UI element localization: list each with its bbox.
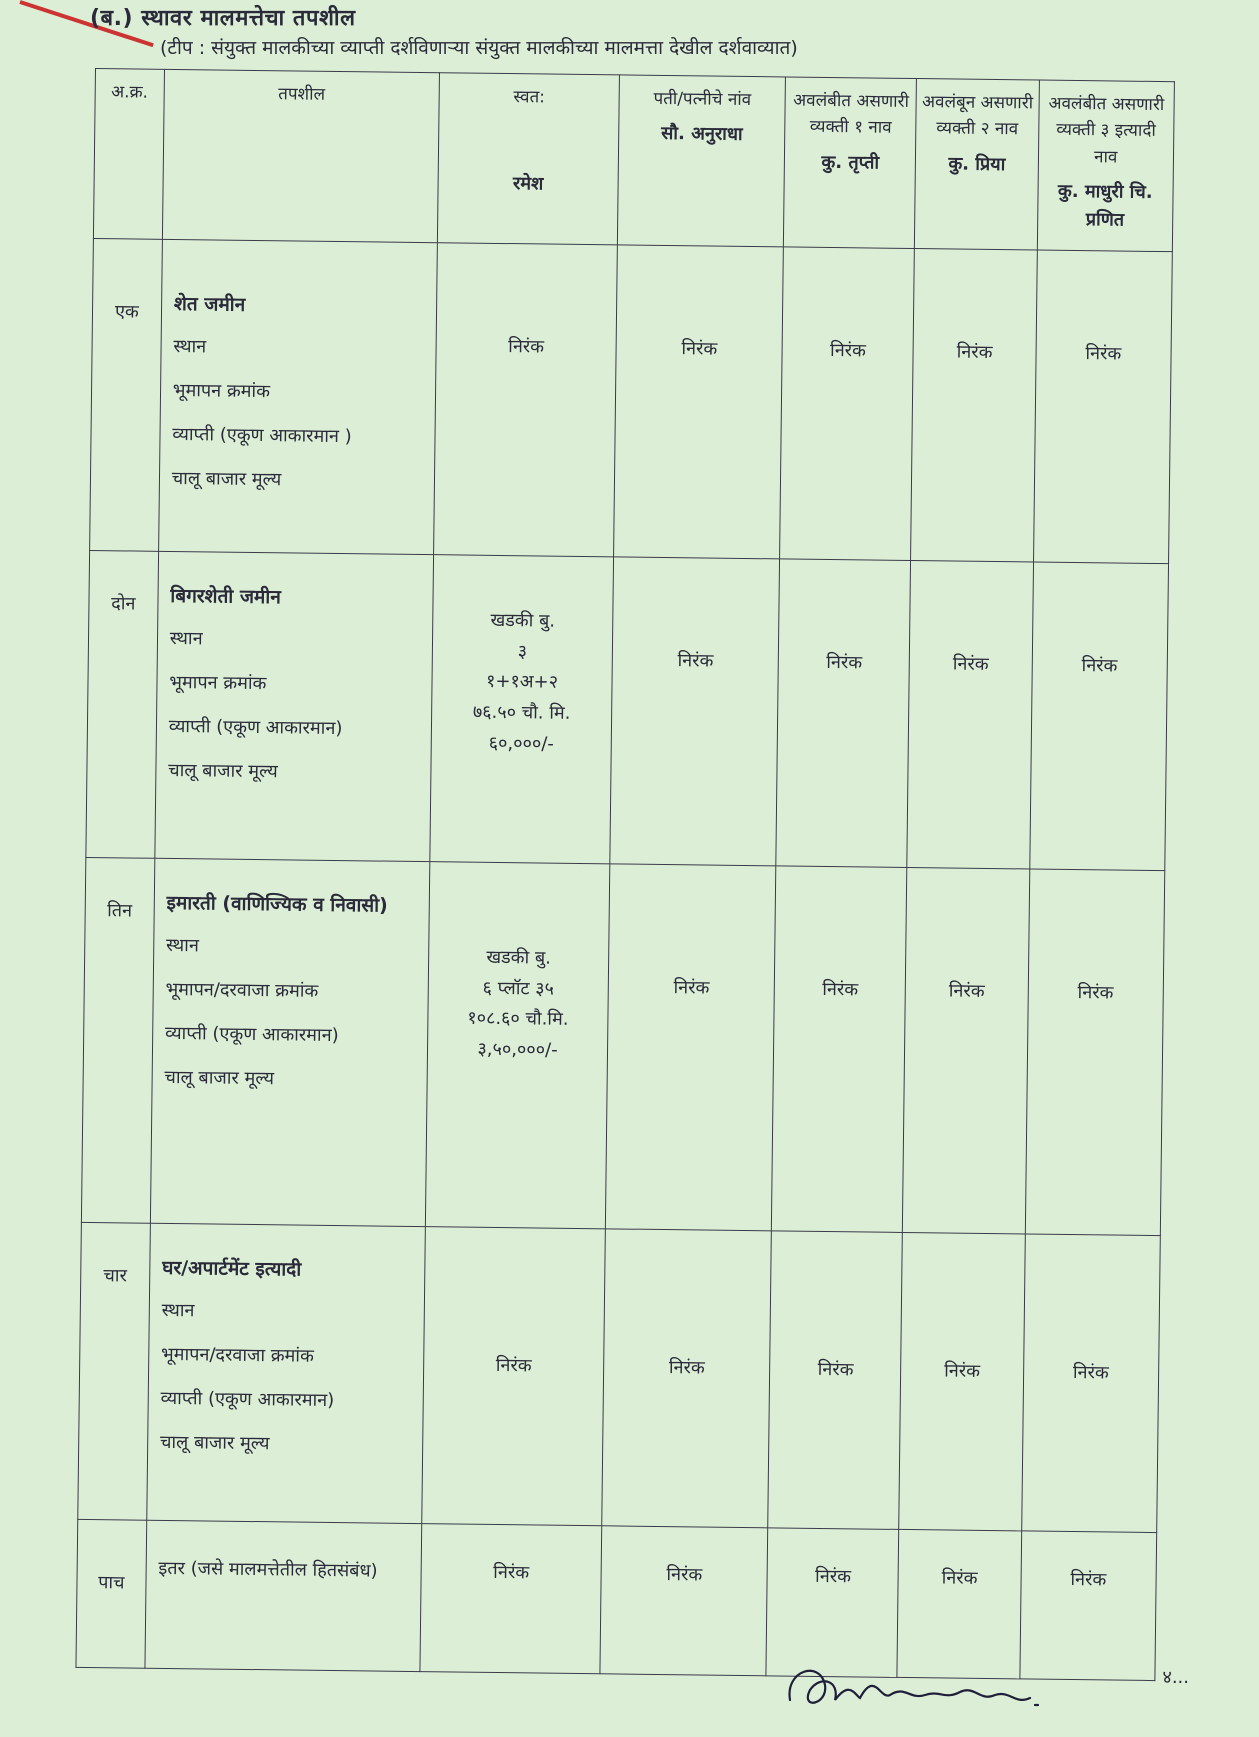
sub-label: व्याप्ती (एकूण आकारमान ) (172, 423, 352, 448)
row-description (155, 552, 434, 862)
header-details: तपशील (162, 69, 439, 242)
sub-label: स्थान (165, 935, 200, 957)
sub-label: भूमापन/दरवाजा क्रमांक (165, 979, 319, 1003)
sub-label: व्याप्ती (एकूण आकारमान) (164, 1023, 339, 1047)
dependent-3-value: निरंक (1025, 869, 1165, 1236)
header-self: स्वत: रमेश (438, 73, 620, 245)
spouse-value: निरंक (605, 864, 776, 1231)
sub-label: इतर (जसे मालमत्तेतील हितसंबंध) (158, 1557, 378, 1582)
sub-label: चालू बाजार मूल्य (168, 760, 278, 783)
table-row (90, 238, 1173, 563)
dependent-1-value: निरंक (772, 866, 907, 1233)
header-serial: अ.क्र. (93, 69, 164, 240)
row-serial: तिन (81, 858, 154, 1224)
spouse-value: निरंक (602, 1229, 772, 1527)
sub-label: भूमापन क्रमांक (172, 379, 271, 403)
dependent-3-value: निरंक (1019, 1531, 1156, 1681)
sub-label: स्थान (173, 335, 207, 358)
sub-label: स्थान (169, 628, 203, 650)
spouse-value: निरंक (600, 1526, 768, 1676)
header-spouse: पती/पत्नीचे नांव सौ. अनुराधा (617, 75, 786, 247)
row-description (147, 1224, 426, 1524)
row-serial: चार (78, 1223, 150, 1520)
sub-label: भूमापन/दरवाजा क्रमांक (160, 1344, 314, 1368)
dependent-3-value: निरंक (1021, 1234, 1160, 1532)
dependent-3-value: निरंक (1033, 250, 1172, 564)
section-note: (टीप : संयुक्त मालकीच्या व्याप्ती दर्शविणाऱ्या संयुक्त मालकीच्या मालमत्ता देखील दर्शवाव्यात) (160, 37, 798, 59)
dependent-1-value: निरंक (768, 1231, 903, 1529)
sub-label: चालू बाजार मूल्य (164, 1067, 275, 1090)
row-description (158, 239, 437, 555)
row-serial: दोन (86, 551, 159, 859)
sub-label: स्थान (161, 1300, 195, 1322)
self-value: निरंक (434, 243, 618, 557)
sub-label: व्याप्ती (एकूण आकारमान) (160, 1388, 335, 1412)
header-dependent-1: अवलंबीत असणारी व्यक्ती १ नाव कु. तृप्ती (784, 77, 917, 249)
spouse-value: निरंक (614, 245, 784, 559)
sub-label: चालू बाजार मूल्य (159, 1432, 270, 1455)
dependent-1-value: निरंक (780, 247, 915, 561)
row-heading: शेत जमीन (173, 292, 246, 316)
row-serial: एक (90, 238, 163, 551)
signature (780, 1650, 1080, 1730)
immovable-assets-table (75, 68, 1174, 1681)
self-value: खडकी बु. ३ १+१अ+२ ७६.५० चौ. मि. ६०,०००/- (430, 555, 614, 864)
dependent-2-value: निरंक (897, 1529, 1021, 1679)
sub-label: चालू बाजार मूल्य (171, 467, 282, 491)
dependent-1-value: निरंक (766, 1528, 899, 1678)
row-description (150, 859, 430, 1228)
dependent-3-value: निरंक (1029, 562, 1168, 871)
sub-label: भूमापन क्रमांक (169, 672, 267, 695)
self-value: निरंक (420, 1523, 602, 1673)
page-marker: ४... (1162, 1667, 1189, 1688)
header-row (93, 69, 1174, 252)
table-row (81, 858, 1164, 1236)
sub-label: व्याप्ती (एकूण आकारमान) (168, 716, 343, 740)
dependent-2-value: निरंक (903, 868, 1030, 1235)
dependent-1-value: निरंक (776, 559, 911, 868)
header-dependent-2: अवलंबून असणारी व्यक्ती २ नाव कु. प्रिया (915, 79, 1039, 250)
dependent-2-value: निरंक (907, 561, 1033, 869)
table-row (86, 551, 1169, 871)
row-heading: बिगरशेती जमीन (170, 585, 281, 609)
row-description (145, 1520, 422, 1672)
self-value: खडकी बु. ६ प्लॉट ३५ १०८.६० चौ.मि. ३,५०,०००/- (425, 862, 609, 1229)
spouse-value: निरंक (610, 557, 780, 866)
row-serial: पाच (76, 1519, 147, 1668)
page-header (0, 0, 1259, 70)
row-heading: घर/अपार्टमेंट इत्यादी (162, 1257, 302, 1282)
header-dependent-3: अवलंबीत असणारी व्यक्ती ३ इत्यादी नाव कु. माधुरी चि. प्रणित (1037, 80, 1175, 252)
row-heading: इमारती (वाणिज्यिक व निवासी) (166, 892, 388, 917)
dependent-2-value: निरंक (911, 249, 1037, 563)
self-value: निरंक (422, 1227, 605, 1526)
dependent-2-value: निरंक (899, 1233, 1025, 1531)
section-title: (ब.) स्थावर मालमत्तेचा तपशील (90, 6, 356, 31)
table-row (78, 1223, 1161, 1533)
